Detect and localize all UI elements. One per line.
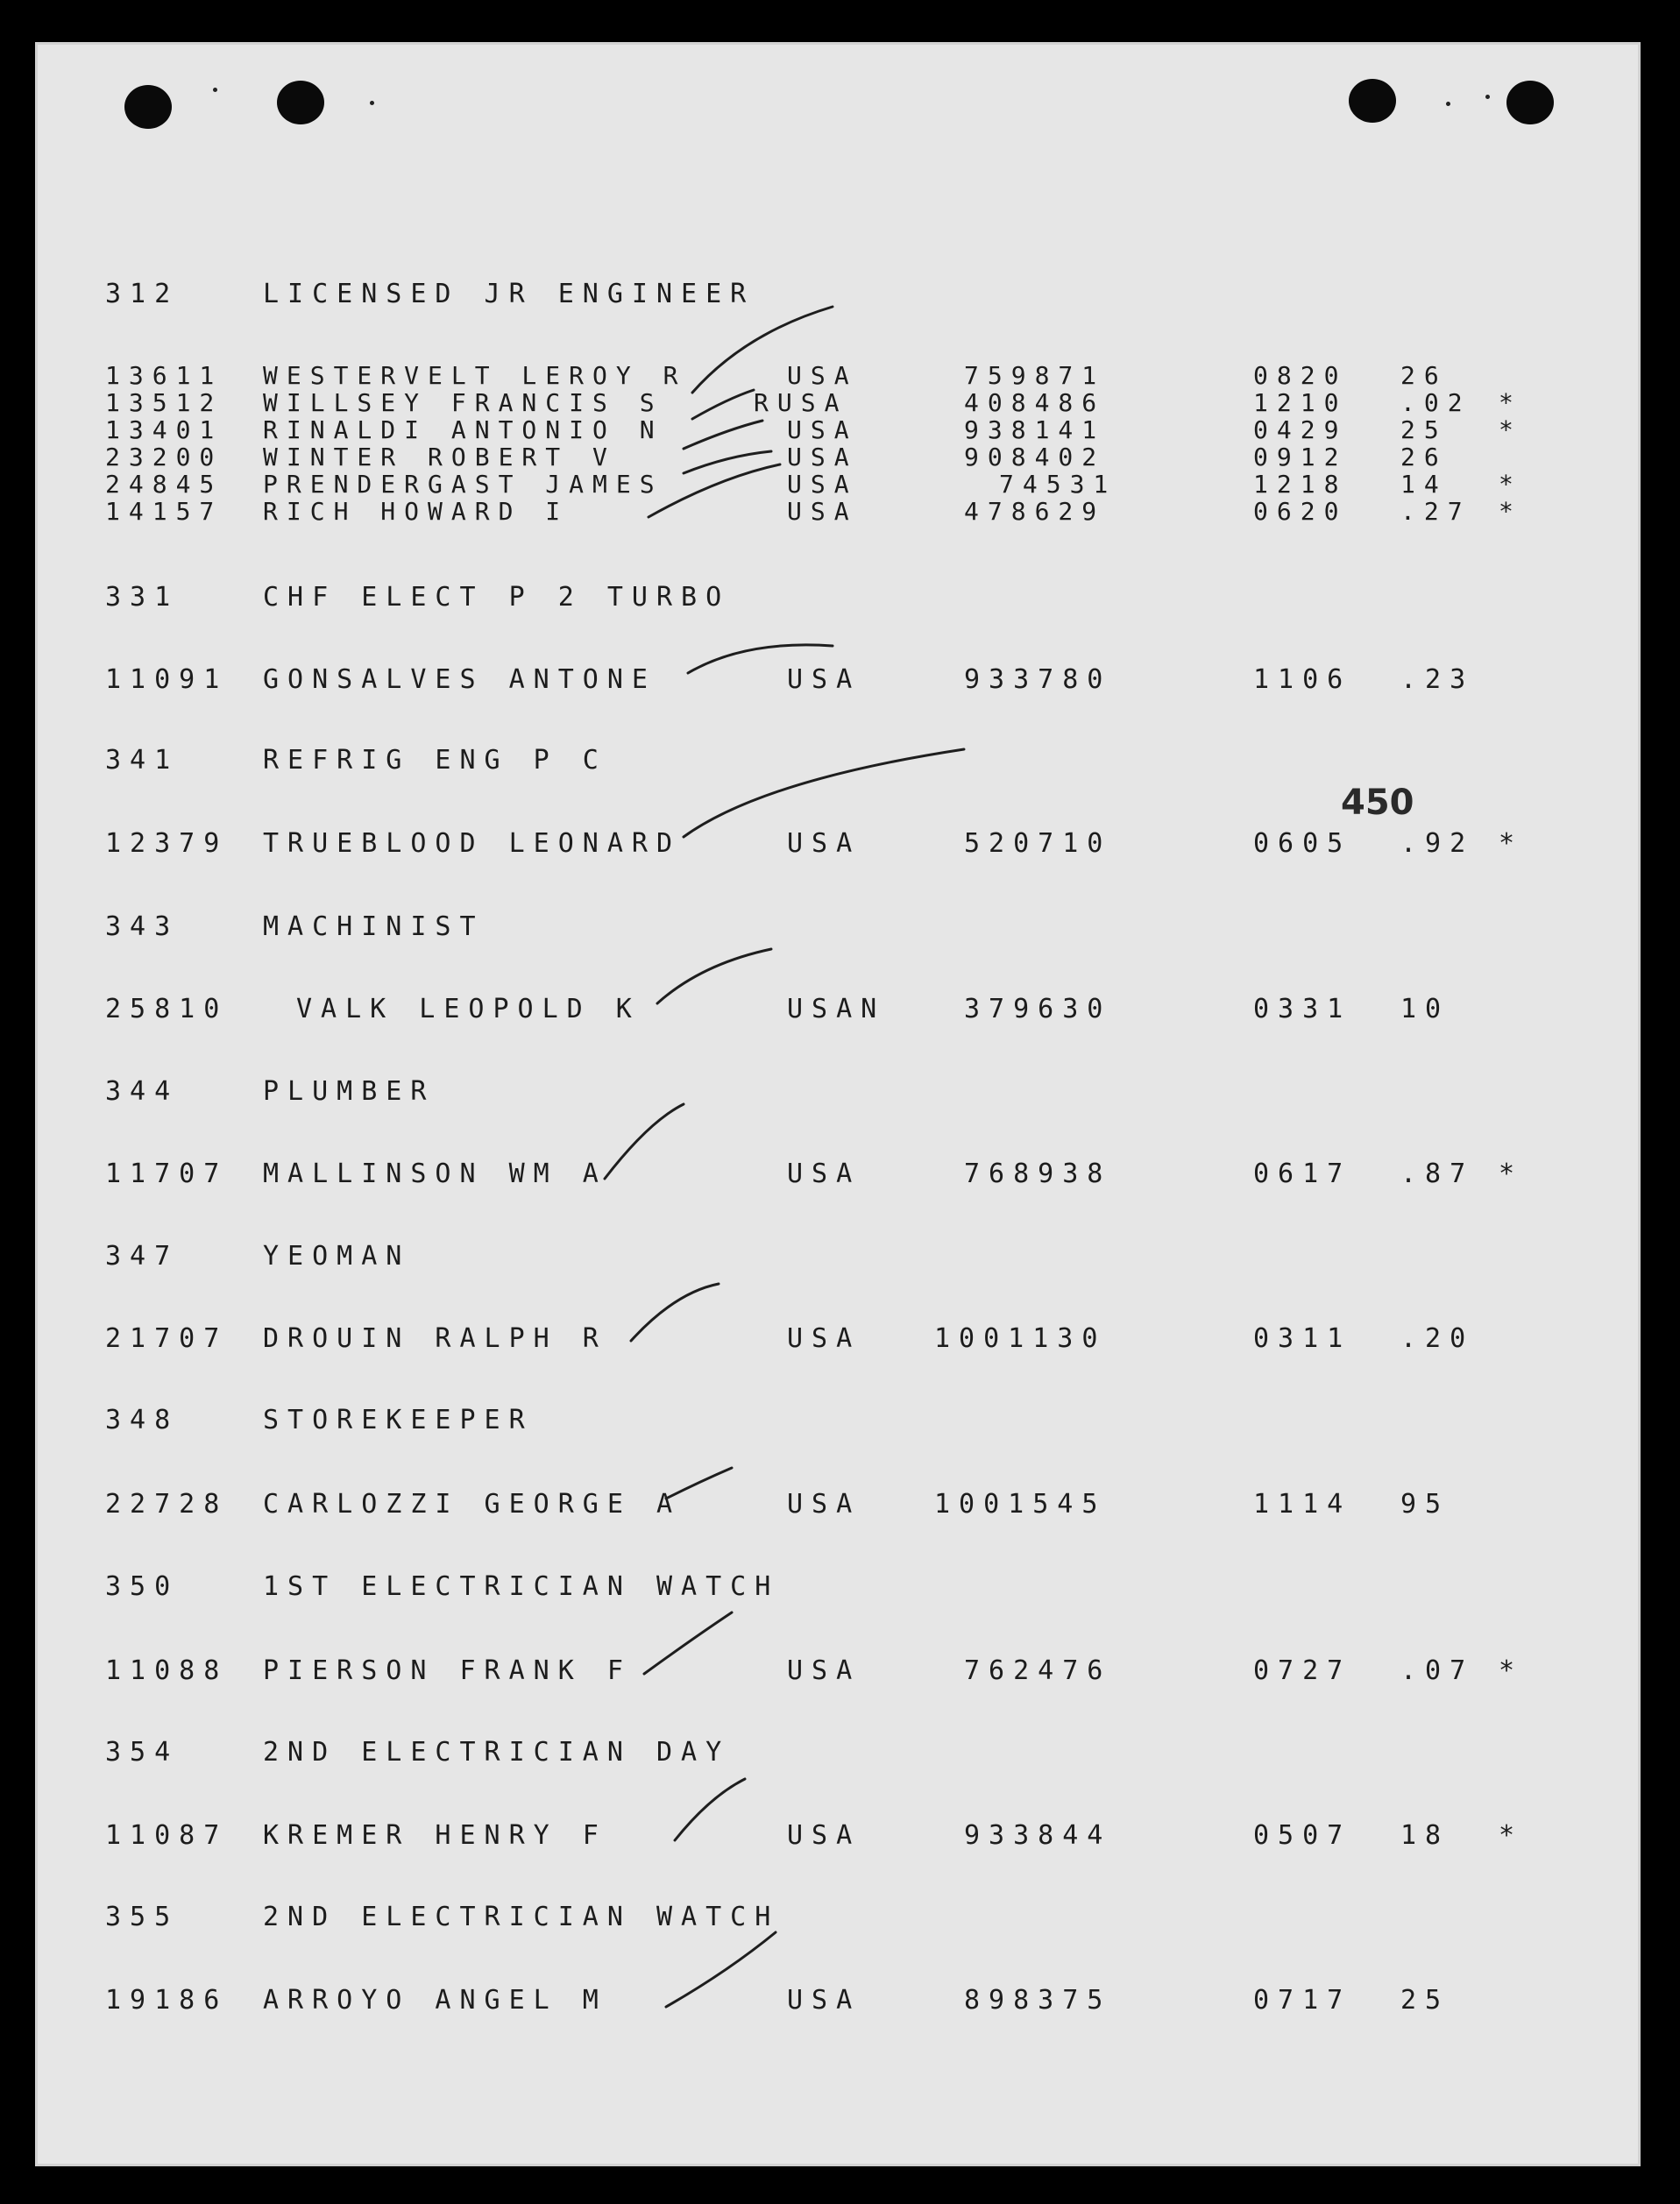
record-date: 1114 <box>1253 1489 1352 1520</box>
record-date: 0620 <box>1253 497 1348 526</box>
record-mark: * <box>1499 828 1524 859</box>
record-name: WINTER ROBERT V <box>263 443 616 471</box>
record-decimal: 26 <box>1400 443 1448 471</box>
record-id: 13512 <box>105 388 223 417</box>
record-number: 933780 <box>964 664 1112 695</box>
record-id: 14157 <box>105 497 223 526</box>
speck <box>370 101 374 105</box>
record-id: 22728 <box>105 1489 229 1520</box>
record-number: 1001130 <box>934 1323 1107 1354</box>
record-decimal: .92 <box>1400 828 1475 859</box>
record-number: 768938 <box>964 1159 1112 1189</box>
record-row <box>0 1983 1680 2018</box>
record-row <box>0 1487 1680 1522</box>
record-date: 1106 <box>1253 664 1352 695</box>
record-name: MALLINSON WM A <box>263 1159 607 1189</box>
punch-hole-left-1 <box>124 85 172 129</box>
record-number: 1001545 <box>934 1489 1107 1520</box>
record-decimal: .23 <box>1400 664 1475 695</box>
record-date: 0617 <box>1253 1159 1352 1189</box>
section-code: 347 <box>105 1241 180 1272</box>
record-number: 762476 <box>964 1655 1112 1686</box>
record-date: 0311 <box>1253 1323 1352 1354</box>
speck <box>213 88 217 92</box>
record-id: 11091 <box>105 664 229 695</box>
section-title: PLUMBER <box>263 1076 436 1107</box>
record-citizenship: USA <box>787 470 858 499</box>
record-decimal: 26 <box>1400 361 1448 390</box>
section-heading <box>0 1570 1680 1605</box>
record-name: PIERSON FRANK F <box>263 1655 632 1686</box>
record-number: 898375 <box>964 1985 1112 2016</box>
record-citizenship: USA <box>787 1985 861 2016</box>
section-heading <box>0 1900 1680 1935</box>
record-date: 0820 <box>1253 361 1348 390</box>
record-citizenship: USA <box>787 415 858 444</box>
record-decimal: 25 <box>1400 1985 1450 2016</box>
record-name: PRENDERGAST JAMES <box>263 470 663 499</box>
record-id: 24845 <box>105 470 223 499</box>
record-date: 1218 <box>1253 470 1348 499</box>
record-citizenship: RUSA <box>754 388 848 417</box>
record-name: ARROYO ANGEL M <box>263 1985 607 2016</box>
record-id: 13401 <box>105 415 223 444</box>
record-name: GONSALVES ANTONE <box>263 664 656 695</box>
record-number: 759871 <box>964 361 1106 390</box>
punch-hole-left-2 <box>277 81 324 124</box>
record-number: 933844 <box>964 1820 1112 1851</box>
record-date: 0912 <box>1253 443 1348 471</box>
record-decimal: .02 <box>1400 388 1471 417</box>
record-citizenship: USA <box>787 1159 861 1189</box>
record-decimal: 25 <box>1400 415 1448 444</box>
record-citizenship: USA <box>787 1489 861 1520</box>
record-decimal: 95 <box>1400 1489 1450 1520</box>
record-citizenship: USA <box>787 1655 861 1686</box>
record-date: 0605 <box>1253 828 1352 859</box>
speck <box>1485 95 1490 99</box>
record-mark: * <box>1499 470 1522 499</box>
record-row <box>0 663 1680 698</box>
record-number: 379630 <box>964 994 1112 1024</box>
section-heading <box>0 743 1680 778</box>
section-code: 344 <box>105 1076 180 1107</box>
record-name: VALK LEOPOLD K <box>296 994 641 1024</box>
record-citizenship: USA <box>787 828 861 859</box>
section-title: YEOMAN <box>263 1241 411 1272</box>
record-decimal: .87 <box>1400 1159 1475 1189</box>
handwritten-note: 450 <box>1341 783 1414 823</box>
record-citizenship: USA <box>787 664 861 695</box>
record-mark: * <box>1499 1655 1524 1686</box>
section-heading <box>0 910 1680 945</box>
record-id: 23200 <box>105 443 223 471</box>
section-code: 343 <box>105 911 180 942</box>
section-title: STOREKEEPER <box>263 1405 534 1435</box>
record-mark: * <box>1499 415 1522 444</box>
record-id: 11707 <box>105 1159 229 1189</box>
section-heading <box>0 1735 1680 1770</box>
record-name: DROUIN RALPH R <box>263 1323 607 1354</box>
record-number: 74531 <box>999 470 1117 499</box>
record-row <box>0 494 1680 529</box>
record-mark: * <box>1499 497 1522 526</box>
section-code: 350 <box>105 1571 180 1602</box>
record-date: 1210 <box>1253 388 1348 417</box>
section-code: 341 <box>105 745 180 776</box>
record-citizenship: USA <box>787 443 858 471</box>
record-name: RINALDI ANTONIO N <box>263 415 663 444</box>
record-number: 408486 <box>964 388 1106 417</box>
record-row <box>0 1654 1680 1689</box>
section-code: 355 <box>105 1902 180 1932</box>
record-decimal: 18 <box>1400 1820 1450 1851</box>
record-decimal: 10 <box>1400 994 1450 1024</box>
section-code: 354 <box>105 1737 180 1768</box>
record-date: 0429 <box>1253 415 1348 444</box>
record-decimal: .20 <box>1400 1323 1475 1354</box>
section-heading <box>0 1403 1680 1438</box>
punch-hole-right-1 <box>1349 79 1396 123</box>
section-title: 2ND ELECTRICIAN WATCH <box>263 1902 780 1932</box>
section-code: 331 <box>105 582 180 613</box>
record-date: 0331 <box>1253 994 1352 1024</box>
record-date: 0717 <box>1253 1985 1352 2016</box>
record-decimal: .27 <box>1400 497 1471 526</box>
record-id: 11087 <box>105 1820 229 1851</box>
record-id: 21707 <box>105 1323 229 1354</box>
record-date: 0727 <box>1253 1655 1352 1686</box>
record-name: WESTERVELT LEROY R <box>263 361 687 390</box>
record-name: TRUEBLOOD LEONARD <box>263 828 682 859</box>
record-row <box>0 1322 1680 1357</box>
record-decimal: 14 <box>1400 470 1448 499</box>
section-code: 312 <box>105 279 180 309</box>
record-number: 478629 <box>964 497 1106 526</box>
record-name: KREMER HENRY F <box>263 1820 607 1851</box>
section-heading <box>0 1239 1680 1274</box>
record-citizenship: USA <box>787 361 858 390</box>
punch-hole-right-2 <box>1506 81 1554 124</box>
record-name: RICH HOWARD I <box>263 497 570 526</box>
record-row <box>0 1157 1680 1192</box>
record-date: 0507 <box>1253 1820 1352 1851</box>
record-id: 11088 <box>105 1655 229 1686</box>
section-title: REFRIG ENG P C <box>263 745 607 776</box>
record-id: 25810 <box>105 994 229 1024</box>
section-code: 348 <box>105 1405 180 1435</box>
section-title: MACHINIST <box>263 911 485 942</box>
speck <box>1446 102 1450 106</box>
record-mark: * <box>1499 1820 1524 1851</box>
record-citizenship: USA <box>787 1820 861 1851</box>
record-id: 13611 <box>105 361 223 390</box>
section-heading <box>0 277 1680 312</box>
record-row <box>0 826 1680 861</box>
record-number: 908402 <box>964 443 1106 471</box>
record-mark: * <box>1499 388 1522 417</box>
section-title: LICENSED JR ENGINEER <box>263 279 755 309</box>
record-row <box>0 1818 1680 1853</box>
record-mark: * <box>1499 1159 1524 1189</box>
record-number: 938141 <box>964 415 1106 444</box>
record-row <box>0 992 1680 1027</box>
record-decimal: .07 <box>1400 1655 1475 1686</box>
record-citizenship: USA <box>787 1323 861 1354</box>
record-name: CARLOZZI GEORGE A <box>263 1489 682 1520</box>
record-name: WILLSEY FRANCIS S <box>263 388 663 417</box>
section-title: 2ND ELECTRICIAN DAY <box>263 1737 731 1768</box>
record-citizenship: USAN <box>787 994 886 1024</box>
record-number: 520710 <box>964 828 1112 859</box>
section-title: 1ST ELECTRICIAN WATCH <box>263 1571 780 1602</box>
section-heading <box>0 1074 1680 1109</box>
section-title: CHF ELECT P 2 TURBO <box>263 582 731 613</box>
record-id: 12379 <box>105 828 229 859</box>
record-id: 19186 <box>105 1985 229 2016</box>
record-citizenship: USA <box>787 497 858 526</box>
section-heading <box>0 580 1680 615</box>
